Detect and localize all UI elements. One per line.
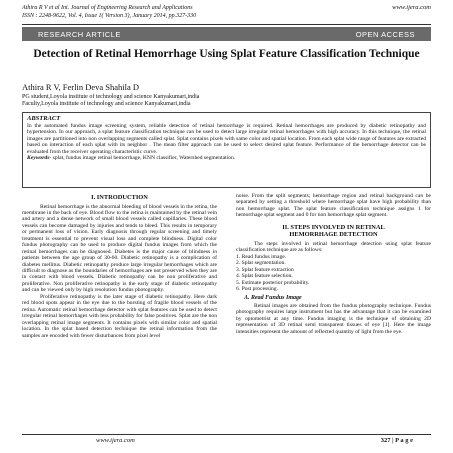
abstract-text: In the automated fundus image screening system, reliable detection of retinal hemorrhage is required. Retinal hemorrhages are produced by diabetic retinopathy and hypertension. In our approach, a splat feature classification technique can be used to detect large irregular retinal hemorrhages with high accuracy. In this technique, the retinal images are partitioned into non overlapping segments called splat. Splat contains pixels with same color and spatial location. From each splat wide range of features are extracted based on interaction of each splat with its neighbor . The mean filter approach can be used to select desired splat feature. Performance of the hemorrhage detector can be evaluated from the receiver operating characteristic curve. (27, 122, 426, 155)
footer-website-link[interactable]: www.ijera.com (96, 437, 135, 444)
journal-line-2: ISSN : 2248-9622, Vol. 4, Issue 1( Version 3), January 2014, pp.327-330 (22, 13, 197, 19)
section-steps-heading (236, 224, 431, 239)
journal-line-1: Athira R V et al Int. Journal of Engineering Research and Applications (22, 5, 193, 11)
keywords-label: Keywords (27, 155, 50, 162)
right-column (236, 193, 431, 335)
author-affiliations (22, 94, 199, 109)
article-banner (22, 27, 431, 41)
read-fundus-paragraph: Retinal images are obtained from the fundus photography technique. Fundus photography requires large instrument but has the advantage that it can be examined by optometrist at any time. Fundus imaging is the technique of obtaining 2D representation of 3D retinal semi transparent tissues of eye [1]. Here the image intensities represent the amount of reflected quantity of light from the eye. (236, 302, 431, 335)
list-item: 1. Read fundus image. (236, 253, 287, 260)
banner-research-article: RESEARCH ARTICLE (38, 30, 121, 39)
section-steps-heading-line-1: II. STEPS INVOLVED IN RETINAL (282, 223, 385, 231)
abstract-heading: ABSTRACT (27, 115, 61, 122)
list-item: 4. Splat feature selection. (236, 273, 293, 280)
footer-page-number: 327 | P a g e (380, 437, 413, 444)
introduction-paragraph-2: Proliferative retinopathy is the later stage of diabetic retinopathy. Here dark red blood spots appear in the eye due to the bursting of fragile blood vessels of the retina. Automatic retinal hemorrhage detector with splat features can be used to detect irregular retinal hemorrhages with less probability for false positives. Splat are the non overlapping retinal image segments. It contains pixels with similar color and spatial location. In the splat based detection technique the retinal information from the samples are encoded with fewer disturbances from pixel level (22, 293, 217, 339)
header-divider (22, 24, 431, 25)
affiliation-1: PG student,Loyola institute of technology and science Kanyakumari,india (22, 94, 200, 100)
keywords-line (27, 155, 426, 162)
subsection-read-fundus-heading: A. Read Fundus Image (244, 295, 302, 302)
steps-list (236, 254, 431, 293)
list-item: 3. Splat feature extraction (236, 266, 294, 273)
right-paragraph-1: noise. From the split segments; hemorrhage region and retinal background can be separated by setting a threshold where hemorrhage splat have high probability than non hemorrhage splat. The splat feature classification technique assigns 1 for hemorrhage splat segment and 0 for non hemorrhage splat segment. (236, 193, 431, 219)
introduction-paragraph-1: Retinal hemorrhage is the abnormal bleeding of blood vessels in the retina, the membrane in the back of eye. Blood flow to the retina is maintained by the retinal vein and artery and a dense network of small blood vessels called capillaries. These blood vessels can become damaged by injuries and tends to bleed. This results in temporary or permanent loss of vision. Early diagnosis through regular screening and timely treatment is essential to prevent visual loss and complete blindness. Digital color fundus photography can be used to produce digital fundus images from which the retinal hemorrhages can be diagnosed. Diabetes is the major cause of blindness in patients between the age group of 30-60. Diabetic retinopathy is a complication of diabetes mellitus. Diabetic retinopathy produce large irregular hemorrhages which are difficult to diagnose as the boundaries of hemorrhages are not preserved when they are in contact with blood vessels. Diabetic retinopathy can be non proliferative and proliferative. Non proliferative retinopathy is the early stage of diabetic retinopathy and can be viewed only by high resolution fundus photography. (22, 203, 217, 294)
list-item: 2. Splat segmentation. (236, 260, 286, 267)
affiliation-2: Faculty,Loyola institute of technology and science Kanyakumari,india (22, 101, 191, 108)
abstract-box (22, 112, 431, 188)
list-item: 6. Post processing. (236, 285, 278, 292)
list-item: 5. Estimate posterior probability. (236, 279, 310, 286)
section-introduction-heading: I. INTRODUCTION (91, 194, 148, 201)
journal-header (22, 4, 431, 26)
journal-website-link[interactable]: www.ijera.com (392, 4, 431, 11)
steps-intro-paragraph: The steps involved in retinal hemorrhage detection using splat feature classification technique are as follows: (236, 240, 431, 254)
section-steps-heading-line-2: HEMORRHAGE DETECTION (289, 231, 378, 239)
left-column (22, 193, 217, 339)
banner-open-access: OPEN ACCESS (355, 30, 415, 39)
footer-divider (22, 434, 431, 435)
keywords-text: - splat, fundus image retinal hemorrhage, KNN classifier, Watershed segmentation. (49, 155, 236, 162)
journal-citation (22, 4, 196, 20)
paper-authors: Athira R V, Ferlin Deva Shahila D (22, 82, 140, 92)
paper-title: Detection of Retinal Hemorrhage Using Splat Feature Classification Technique (33, 48, 420, 60)
